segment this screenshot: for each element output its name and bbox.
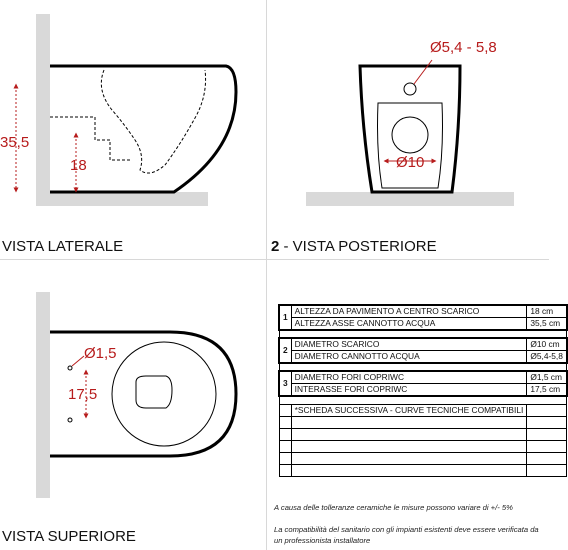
spec-group-number: 2 xyxy=(279,338,291,363)
spec-label: DIAMETRO SCARICO xyxy=(291,338,527,351)
lateral-view-title: VISTA LATERALE xyxy=(2,238,124,255)
spec-spacer-row xyxy=(279,330,567,338)
rear-view-drawing xyxy=(306,39,514,206)
top-view-title: VISTA SUPERIORE xyxy=(2,528,136,545)
spec-label: ALTEZZA ASSE CANNOTTO ACQUA xyxy=(291,318,527,331)
rear-dim-top-hole: Ø5,4 - 5,8 xyxy=(430,39,497,56)
spec-value: Ø10 cm xyxy=(527,338,567,351)
spec-value: Ø5,4-5,8 xyxy=(527,351,567,364)
top-view-drawing xyxy=(36,292,236,498)
spec-label: DIAMETRO FORI COPRIWC xyxy=(291,371,527,384)
spec-row xyxy=(279,351,567,364)
spec-value: 35,5 cm xyxy=(527,318,567,331)
top-dim-hole-leader xyxy=(72,356,84,366)
spec-footnote-row xyxy=(279,404,567,416)
rear-inner-panel xyxy=(378,103,443,188)
spec-group-number: 1 xyxy=(279,305,291,330)
lateral-dim-outlet: 18 xyxy=(70,157,87,174)
spec-table xyxy=(278,304,568,477)
rear-dim-pipe: Ø10 xyxy=(396,154,425,171)
rear-body-outline xyxy=(360,66,460,192)
spec-label: INTERASSE FORI COPRIWC xyxy=(291,384,527,397)
spec-row xyxy=(279,305,567,318)
spec-spacer-row xyxy=(279,363,567,371)
spec-empty-row xyxy=(279,440,567,452)
spec-row xyxy=(279,384,567,397)
lateral-wall xyxy=(36,14,50,192)
rear-water-inlet xyxy=(404,83,416,95)
spec-footnote: *SCHEDA SUCCESSIVA - CURVE TECNICHE COMPATIBILI xyxy=(291,404,527,416)
top-dim-hole: Ø1,5 xyxy=(84,345,117,362)
spec-empty-row xyxy=(279,428,567,440)
lateral-dim-total: 35,5 xyxy=(0,134,30,151)
top-seat-hole-1 xyxy=(68,366,72,370)
lateral-view-drawing xyxy=(0,14,236,206)
spec-value: 18 cm xyxy=(527,305,567,318)
rear-view-label: - VISTA POSTERIORE xyxy=(279,238,437,255)
lateral-trap-dashed xyxy=(101,70,205,173)
spec-row xyxy=(279,338,567,351)
spec-row xyxy=(279,371,567,384)
spec-spacer-row xyxy=(279,396,567,404)
spec-value: Ø1,5 cm xyxy=(527,371,567,384)
spec-empty-row xyxy=(279,416,567,428)
top-bowl-opening xyxy=(136,376,172,408)
spec-group-number: 3 xyxy=(279,371,291,396)
lateral-outlet-dashed xyxy=(50,117,130,160)
rear-view-title xyxy=(271,238,437,255)
spec-empty-row xyxy=(279,452,567,464)
lateral-floor xyxy=(36,192,208,206)
spec-label: DIAMETRO CANNOTTO ACQUA xyxy=(291,351,527,364)
spec-empty-row xyxy=(279,464,567,476)
top-wall xyxy=(36,292,50,498)
rear-floor xyxy=(306,192,514,206)
top-bowl-rim xyxy=(112,342,216,446)
rear-drain-pipe xyxy=(392,117,428,153)
spec-label: ALTEZZA DA PAVIMENTO A CENTRO SCARICO xyxy=(291,305,527,318)
rear-dim-hole-leader xyxy=(414,60,432,84)
spec-value: 17,5 cm xyxy=(527,384,567,397)
compatibility-note: La compatibilità del sanitario con gli impianti esistenti deve essere verificata da un professionista installatore xyxy=(274,525,539,545)
rear-view-number: 2 xyxy=(271,238,280,255)
tolerance-note: A causa delle tolleranze ceramiche le misure possono variare di +/- 5% xyxy=(274,503,513,512)
top-dim-spacing: 17,5 xyxy=(68,386,98,403)
top-seat-hole-2 xyxy=(68,418,72,422)
spec-row xyxy=(279,318,567,331)
